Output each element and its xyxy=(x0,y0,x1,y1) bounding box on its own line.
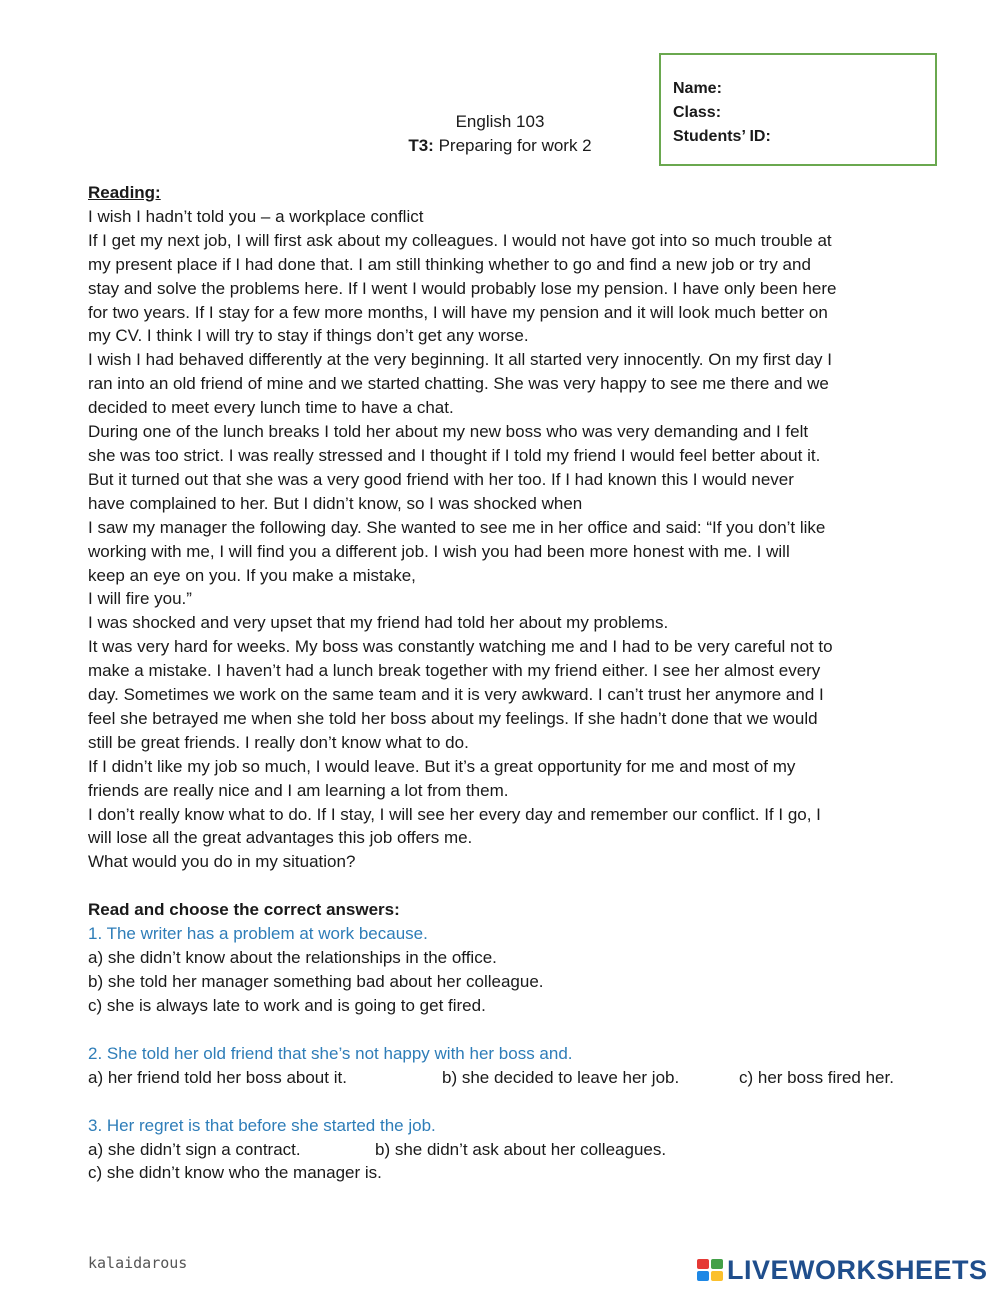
passage-line: still be great friends. I really don’t know what to do. xyxy=(88,732,469,752)
passage-line: I saw my manager the following day. She wanted to see me in her office and said: “If you don’t like xyxy=(88,517,826,537)
passage-line: It was very hard for weeks. My boss was constantly watching me and I had to be very careful not to xyxy=(88,637,833,657)
answer-option[interactable]: a) she didn’t know about the relationships in the office. xyxy=(88,948,497,968)
liveworksheets-logo xyxy=(697,1254,988,1286)
passage-line: What would you do in my situation? xyxy=(88,852,356,872)
passage-line: If I didn’t like my job so much, I would leave. But it’s a great opportunity for me and most of my xyxy=(88,756,796,776)
student-info-box xyxy=(659,53,937,166)
passage-line: working with me, I will find you a different job. I wish you had been more honest with me. I will xyxy=(88,541,790,561)
question-1 xyxy=(88,922,918,1018)
logo-square xyxy=(711,1271,723,1281)
question-prompt: 1. The writer has a problem at work because. xyxy=(88,924,428,944)
name-label: Name: xyxy=(673,80,722,97)
passage-line: make a mistake. I haven’t had a lunch break together with my friend either. I see her almost every xyxy=(88,661,821,681)
question-prompt: 2. She told her old friend that she’s not happy with her boss and. xyxy=(88,1043,573,1063)
passage-line: friends are really nice and I am learning a lot from them. xyxy=(88,780,509,800)
worksheet-content xyxy=(88,181,918,1185)
topic-code: T3: xyxy=(408,136,434,155)
question-prompt: 3. Her regret is that before she started the job. xyxy=(88,1115,436,1135)
logo-mark-icon xyxy=(697,1259,723,1281)
passage-line: decided to meet every lunch time to have a chat. xyxy=(88,398,454,418)
class-label: Class: xyxy=(673,104,722,121)
passage-line: But it turned out that she was a very good friend with her too. If I had known this I would never xyxy=(88,469,794,489)
answer-option[interactable]: a) her friend told her boss about it. xyxy=(88,1067,347,1087)
answer-option[interactable]: b) she didn’t ask about her colleagues. xyxy=(375,1139,667,1159)
answer-option[interactable]: b) she decided to leave her job. xyxy=(442,1067,680,1087)
logo-square xyxy=(697,1259,709,1269)
passage-line: I wish I hadn’t told you – a workplace conflict xyxy=(88,206,424,226)
logo-square xyxy=(697,1271,709,1281)
answer-option[interactable]: b) she told her manager something bad about her colleague. xyxy=(88,972,544,991)
passage-line: I don’t really know what to do. If I stay, I will see her every day and remember our conflict. If I go, I xyxy=(88,804,821,824)
worksheet-heading xyxy=(340,110,660,158)
course-title: English 103 xyxy=(455,112,545,131)
author-name: kalaidarous xyxy=(88,1254,188,1272)
passage-line: I will fire you.” xyxy=(88,589,192,609)
answer-option[interactable]: c) she didn’t know who the manager is. xyxy=(88,1163,382,1183)
passage-line: keep an eye on you. If you make a mistake, xyxy=(88,565,416,585)
topic-line xyxy=(340,134,660,158)
reading-section-label: Reading: xyxy=(88,183,161,202)
logo-square xyxy=(711,1259,723,1269)
passage-line: During one of the lunch breaks I told her about my new boss who was very demanding and I felt xyxy=(88,422,809,442)
passage-line: for two years. If I stay for a few more months, I will have my pension and it will look much better on xyxy=(88,302,828,322)
passage-line: have complained to her. But I didn’t know, so I was shocked when xyxy=(88,493,583,513)
student-id-label: Students’ ID: xyxy=(673,128,771,145)
question-3 xyxy=(88,1114,918,1186)
answer-option[interactable]: a) she didn’t sign a contract. xyxy=(88,1139,301,1159)
answer-option[interactable]: c) her boss fired her. xyxy=(739,1067,894,1087)
question-2 xyxy=(88,1042,918,1090)
passage-line: my CV. I think I will try to stay if things don’t get any worse. xyxy=(88,326,529,346)
passage-line: my present place if I had done that. I am still thinking whether to go and find a new job or try and xyxy=(88,254,811,274)
passage-line: day. Sometimes we work on the same team and it is very awkward. I can’t trust her anymore and I xyxy=(88,685,824,705)
passage-line: I wish I had behaved differently at the very beginning. It all started very innocently. On my first day I xyxy=(88,350,832,370)
answer-options-row xyxy=(88,1138,918,1162)
passage-line: she was too strict. I was really stressed and I thought if I told my friend I would feel better about it. xyxy=(88,445,821,465)
reading-passage xyxy=(88,205,918,874)
passage-line: will lose all the great advantages this job offers me. xyxy=(88,828,473,848)
topic-title: Preparing for work 2 xyxy=(433,136,592,155)
passage-line: If I get my next job, I will first ask about my colleagues. I would not have got into so much trouble at xyxy=(88,230,832,250)
questions-instruction: Read and choose the correct answers: xyxy=(88,900,400,920)
logo-text: LIVEWORKSHEETS xyxy=(727,1254,988,1285)
passage-line: ran into an old friend of mine and we started chatting. She was very happy to see me there and we xyxy=(88,374,829,394)
passage-line: feel she betrayed me when she told her boss about my feelings. If she hadn’t done that we would xyxy=(88,708,818,728)
answer-options-row xyxy=(88,1066,918,1090)
passage-line: I was shocked and very upset that my friend had told her about my problems. xyxy=(88,613,669,633)
passage-line: stay and solve the problems here. If I went I would probably lose my pension. I have only been here xyxy=(88,278,837,298)
answer-option[interactable]: c) she is always late to work and is going to get fired. xyxy=(88,995,486,1015)
